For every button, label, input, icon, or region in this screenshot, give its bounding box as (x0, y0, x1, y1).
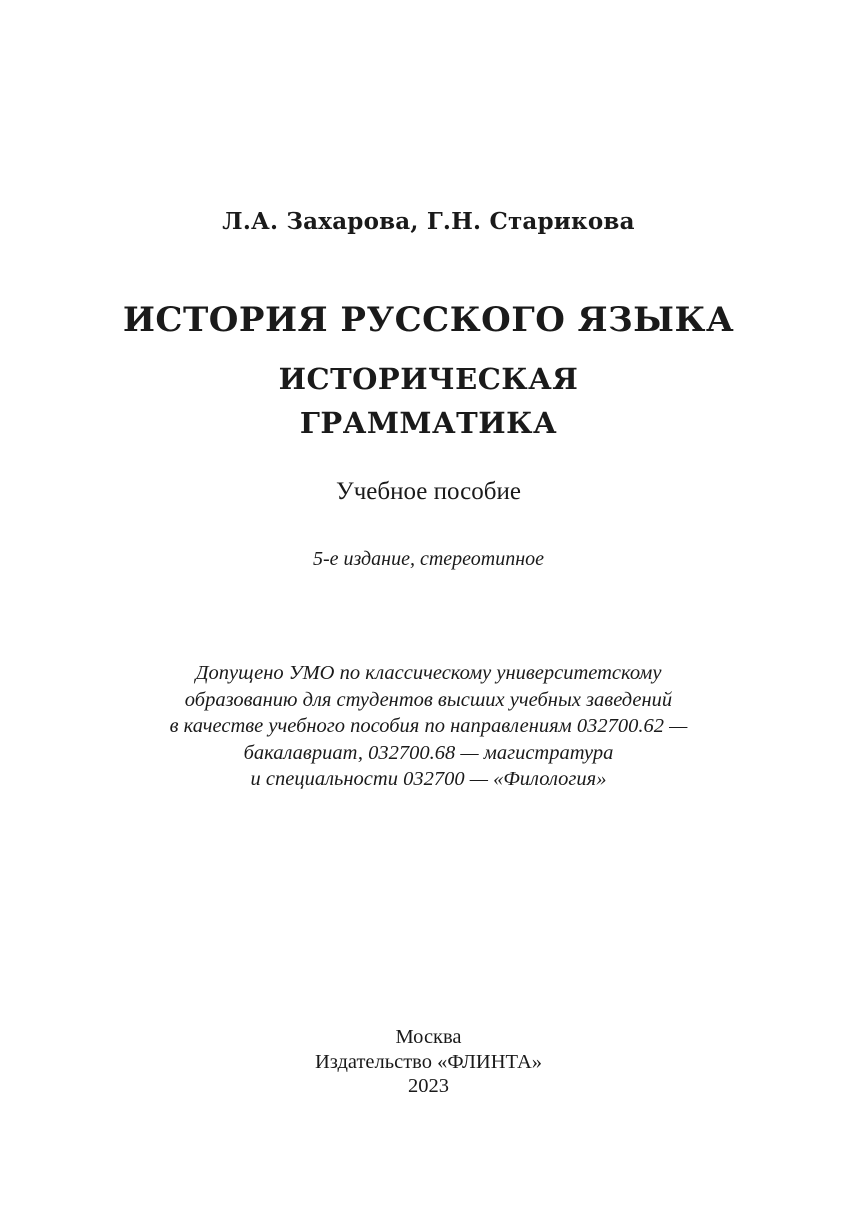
imprint-publisher: Издательство «ФЛИНТА» (314, 1050, 543, 1073)
document-type: Учебное пособие (336, 478, 521, 505)
imprint-city: Москва (395, 1026, 462, 1048)
subtitle-line-1: ИСТОРИЧЕСКАЯ (278, 362, 579, 396)
authors: Л.А. Захарова, Г.Н. Старикова (222, 208, 635, 235)
edition-note: 5-е издание, стереотипное (312, 548, 545, 570)
imprint (0, 1025, 857, 1099)
subtitle-line-2: ГРАММАТИКА (299, 406, 558, 440)
approval-line: образованию для студентов высших учебных заведений (184, 688, 673, 711)
approval-line: и специальности 032700 — «Филология» (250, 768, 607, 790)
imprint-year: 2023 (408, 1075, 449, 1097)
approval-line: Допущено УМО по классическому университетскому (195, 662, 662, 684)
approval-line: в качестве учебного пособия по направлениям 032700.62 — (169, 715, 688, 737)
book-title: ИСТОРИЯ РУССКОГО ЯЗЫКА (122, 300, 735, 340)
approval-statement (0, 660, 857, 793)
approval-line: бакалавриат, 032700.68 — магистратура (243, 741, 614, 764)
